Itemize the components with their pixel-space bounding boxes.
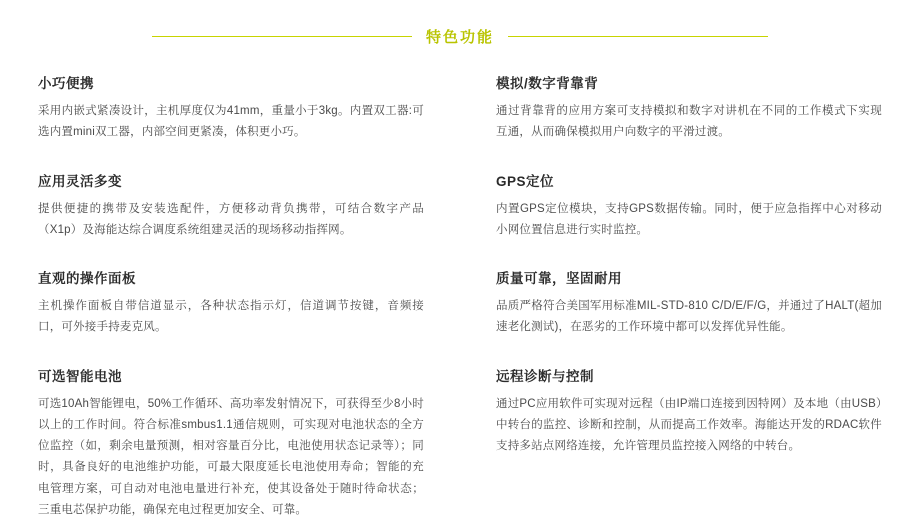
- feature-body: 通过PC应用软件可实现对远程（由IP端口连接到因特网）及本地（由USB）中转台的监控、诊断和控制，从而提高工作效率。海能达开发的RDAC软件支持多站点网络连接，允许管理员监控接入网络的中转台。: [496, 397, 882, 453]
- feature-body: 通过背靠背的应用方案可支持模拟和数字对讲机在不同的工作模式下实现互通，从而确保模拟用户向数字的平滑过渡。: [496, 105, 882, 139]
- feature-heading: 直观的操作面板: [38, 271, 136, 287]
- feature-heading: 模拟/数字背靠背: [496, 76, 599, 91]
- feature-block: [496, 72, 882, 144]
- feature-body: 内置GPS定位模块，支持GPS数据传输。同时，便于应急指挥中心对移动小网位置信息进行实时监控。: [496, 202, 882, 236]
- feature-columns: [14, 72, 906, 521]
- header-rule-left: [152, 36, 412, 37]
- page-title: 特色功能: [425, 28, 494, 46]
- feature-body: 主机操作面板自带信道显示，各种状态指示灯，信道调节按键，音频接口，可外接手持麦克风。: [38, 300, 424, 334]
- feature-block: [496, 170, 882, 242]
- feature-heading: 可选智能电池: [38, 368, 122, 384]
- feature-block: [38, 365, 424, 521]
- left-column: [38, 72, 424, 521]
- feature-heading: 质量可靠，坚固耐用: [496, 271, 622, 287]
- feature-block: [38, 170, 424, 242]
- feature-block: [38, 267, 424, 339]
- section-header: [14, 0, 906, 72]
- feature-block: [496, 365, 882, 458]
- feature-body: 采用内嵌式紧凑设计，主机厚度仅为41mm，重量小于3kg。内置双工器:可选内置mini双工器，内部空间更紧凑，体积更小巧。: [38, 105, 424, 139]
- feature-block: [496, 267, 882, 339]
- feature-heading: 应用灵活多变: [38, 173, 122, 189]
- feature-heading: 小巧便携: [38, 76, 94, 91]
- header-rule-right: [508, 36, 768, 37]
- feature-heading: 远程诊断与控制: [496, 368, 594, 384]
- right-column: [484, 72, 882, 521]
- feature-block: [38, 72, 424, 144]
- feature-body: 品质严格符合美国军用标准MIL-STD-810 C/D/E/F/G，并通过了HALT(超加速老化测试)，在恶劣的工作环境中都可以发挥优异性能。: [496, 300, 882, 334]
- feature-body: 提供便捷的携带及安装选配件，方便移动背负携带，可结合数字产品（X1p）及海能达综合调度系统组建灵活的现场移动指挥网。: [38, 202, 424, 236]
- feature-body: 可选10Ah智能锂电，50%工作循环、高功率发射情况下，可获得至少8小时以上的工作时间。符合标准smbus1.1通信规则，可实现对电池状态的全方位监控（如，剩余电量预测，相对容量百分比，电池使用状态记录等）；同时，具备良好的电池维护功能，可最大限度延长电池使用寿命；智能的充电管理方案，可自动对电池电量进行补充，使其设备处于随时待命状态；三重电芯保护功能，确保充电过程更加安全、可靠。: [38, 397, 424, 516]
- feature-heading: GPS定位: [496, 173, 555, 189]
